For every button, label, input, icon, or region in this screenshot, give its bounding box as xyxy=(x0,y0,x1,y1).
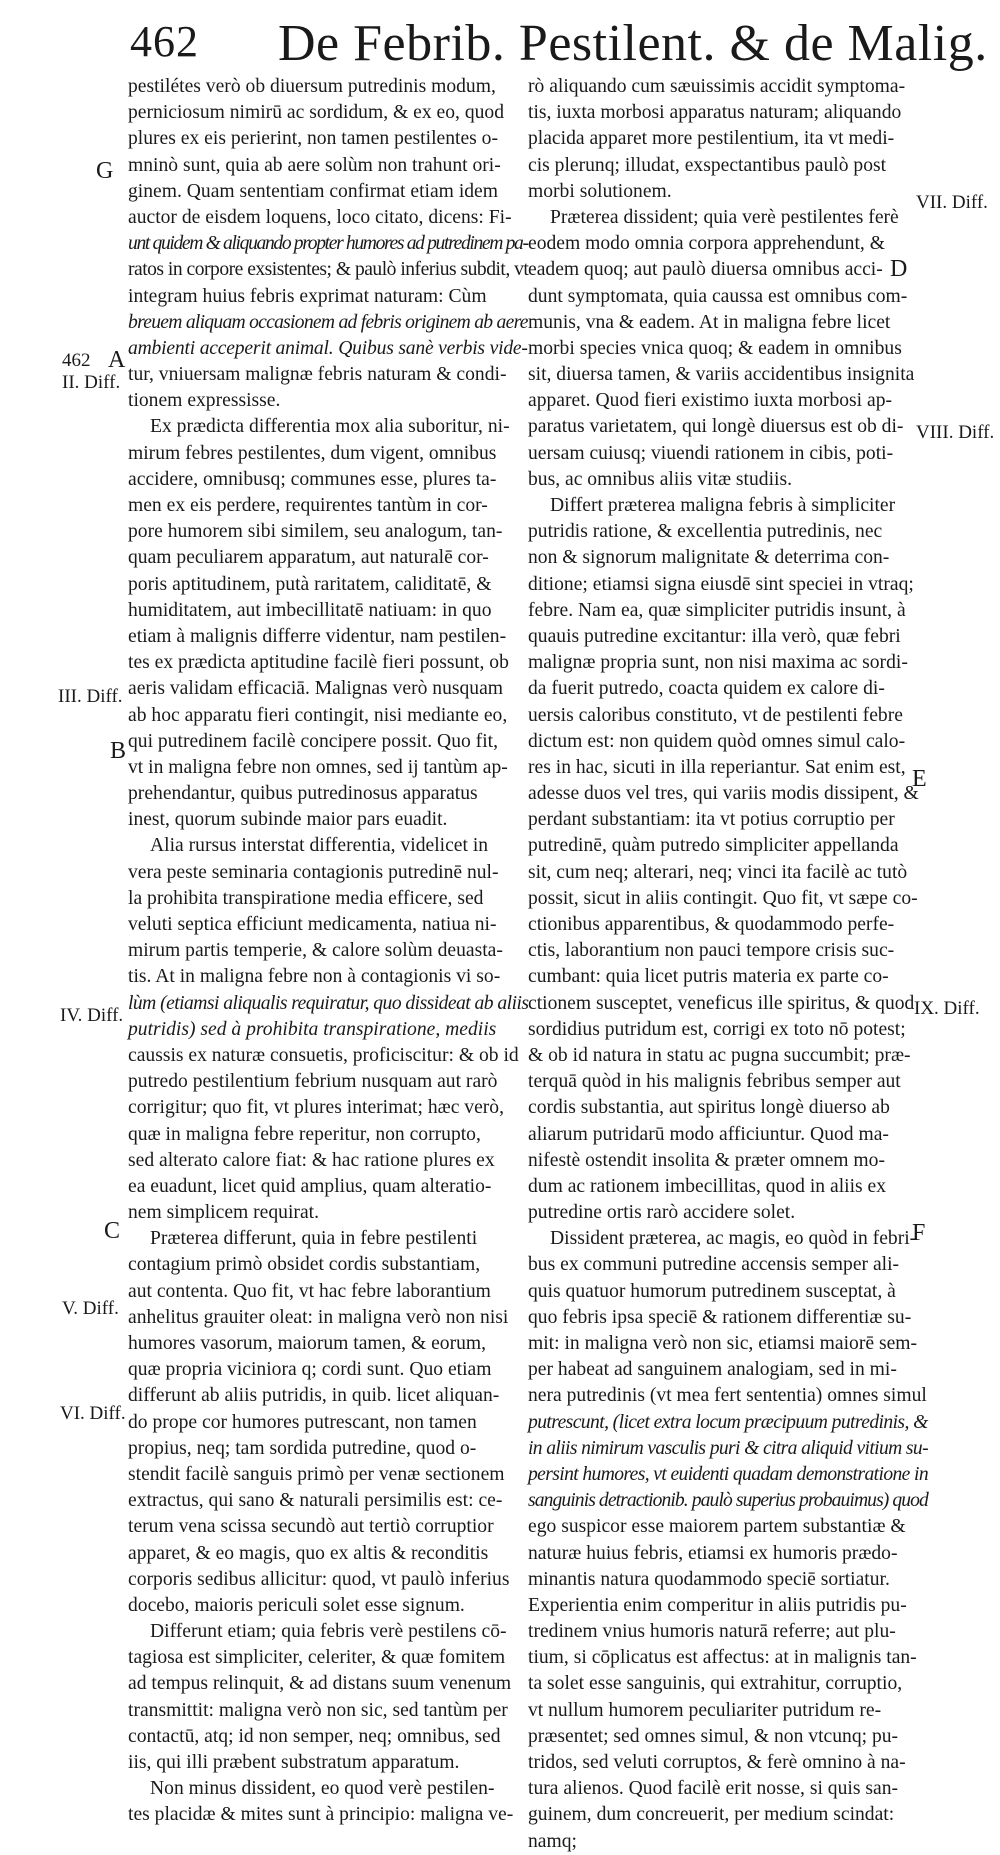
margin-diff-5: V. Diff. xyxy=(62,1298,119,1319)
text-line: mirum febres pestilentes, dum vigent, omnibus xyxy=(128,442,497,464)
text-line: apparet, & eo magis, quo ex altis & reconditis xyxy=(128,1542,489,1564)
text-line: possit, sicut in aliis contingit. Quo fit, vt sæpe co- xyxy=(528,887,918,909)
margin-letter-a: A xyxy=(108,347,126,373)
text-line: per habeat ad sanguinem analogiam, sed in mi- xyxy=(528,1359,897,1381)
text-line: putredinē, quàm putredo simpliciter appellanda xyxy=(528,835,899,857)
margin-letter-c: C xyxy=(104,1218,121,1244)
text-line: præsentet; sed omnes simul, & non vtcunq; pu- xyxy=(528,1725,899,1747)
text-line: unt quidem & aliquando propter humores ad putredinem pa- xyxy=(128,233,528,255)
text-line: cumbant: quia licet putris materia ex parte co- xyxy=(528,966,889,988)
text-line: iis, qui illi præbent substratum apparatum. xyxy=(128,1752,460,1773)
text-line: & ob id natura in statu ac pugna succumbit; præ- xyxy=(528,1044,911,1066)
text-line: veluti septica efficiunt medicamenta, natiua ni- xyxy=(128,914,497,935)
margin-letter-f: F xyxy=(912,1220,926,1246)
text-line: bus, ac omnibus aliis vitæ studiis. xyxy=(528,468,792,490)
text-line: mninò sunt, quia ab aere solùm non trahunt ori- xyxy=(128,154,501,176)
text-line: extractus, qui sano & naturali persimilis est: ce- xyxy=(128,1490,503,1512)
text-line: vera peste seminaria contagionis putredinē nul- xyxy=(128,861,499,883)
text-line: ctionibus apparentibus, & quodammodo perfe- xyxy=(528,914,895,935)
text-line: rò aliquando cum sæuissimis accidit symptoma- xyxy=(528,76,906,97)
text-line: Alia rursus interstat differentia, videlicet in xyxy=(150,835,489,857)
margin-note-462: 462 xyxy=(62,350,91,371)
text-line: corrigitur; quo fit, vt plures interimat; hæc verò, xyxy=(128,1097,505,1119)
text-line: contactū, atq; id non semper, neq; omnibus, sed xyxy=(128,1725,501,1747)
margin-letter-d: D xyxy=(890,256,908,282)
text-line: pestilétes verò ob diuersum putredinis modum, xyxy=(128,76,496,97)
text-line: aliarum putridarū modo afficiuntur. Quod ma- xyxy=(528,1123,889,1145)
text-line: dum ac rationem imbecillitas, quod in aliis ex xyxy=(528,1175,887,1197)
text-line: ego suspicor esse maiorem partem substantiæ & xyxy=(528,1516,906,1538)
text-line: terum vena scissa secundò aut tertiò corruptior xyxy=(128,1516,494,1538)
text-line: nem simplicem requirat. xyxy=(128,1202,319,1224)
text-line: tes ex prædicta aptitudine facilè fieri possunt, ob xyxy=(128,652,509,674)
right-text-column xyxy=(528,74,928,1855)
text-line: Differunt etiam; quia febris verè pestilens cō- xyxy=(150,1621,507,1643)
text-line: placida apparet more pestilentium, ita vt medi- xyxy=(528,128,895,150)
text-line: tagiosa est simpliciter, celeriter, & quæ fomitem xyxy=(128,1647,506,1669)
text-line: quam peculiarem apparatum, aut naturalē cor- xyxy=(128,547,489,569)
text-line: febre. Nam ea, quæ simpliciter putridis insunt, à xyxy=(528,599,906,621)
margin-diff-9: IX. Diff. xyxy=(914,998,980,1019)
margin-diff-6: VI. Diff. xyxy=(60,1403,126,1424)
text-line: transmittit: maligna verò non sic, sed tantùm per xyxy=(128,1699,508,1721)
text-line: ad tempus relinquit, & ad distans suum venenum xyxy=(128,1673,512,1695)
text-line: aut contenta. Quo fit, vt hac febre laborantium xyxy=(128,1280,491,1302)
text-line: auctor de eisdem loquens, loco citato, dicens: Fi- xyxy=(128,206,512,228)
text-line: propius, neq; tam sordida putredine, quod o- xyxy=(128,1437,477,1459)
margin-diff-3: III. Diff. xyxy=(58,686,123,707)
text-line: ea euadunt, licet quid amplius, quam alteratio- xyxy=(128,1175,492,1197)
text-line: anhelitus grauiter oleat: in maligna verò non nisi xyxy=(128,1306,509,1328)
text-line: quæ propria viciniora q; cordi sunt. Quo etiam xyxy=(128,1359,492,1381)
text-line: dunt symptomata, quia caussa est omnibus com- xyxy=(528,285,908,307)
text-line: prehendantur, quibus putredinosus apparatus xyxy=(128,783,478,805)
text-line: sit, cum neq; alterari, neq; vinci ita facilè ac tutò xyxy=(528,861,908,883)
text-line: namq; xyxy=(528,1830,577,1852)
text-line: ditione; etiamsi signa eiusdē sint speciei in vtraq; xyxy=(528,573,914,595)
text-line: perniciosum nimirū ac sordidum, & ex eo, quod xyxy=(128,102,505,124)
text-line: cis plerunq; illudat, exspectantibus paulò post xyxy=(528,154,887,176)
text-line: in aliis nimirum vasculis puri & citra aliquid vitium su- xyxy=(528,1437,928,1459)
text-line: Ex prædicta differentia mox alia suboritur, ni- xyxy=(150,416,510,438)
text-line: differunt ab aliis putridis, in quib. licet aliquan- xyxy=(128,1385,500,1407)
text-line: quis quatuor humorum putredinem susceptat, à xyxy=(528,1280,896,1302)
text-line: ctionem susceptet, veneficus ille spiritus, & quod xyxy=(528,992,915,1014)
text-line: ratos in corpore exsistentes; & paulò inferius subdit, vt xyxy=(128,259,529,281)
text-line: tridos, sed veluti corruptos, & ferè omnino à na- xyxy=(528,1752,906,1773)
text-line: tionem expressisse. xyxy=(128,390,281,412)
text-line: uersis caloribus constituto, vt de pestilenti febre xyxy=(528,704,903,726)
text-line: nera putredinis (vt mea fert sententia) omnes simul xyxy=(528,1385,927,1407)
text-line: sit, diuersa tamen, & variis accidentibus insignita xyxy=(528,364,915,386)
text-line: ambienti acceperit animal. Quibus sanè verbis vide- xyxy=(128,337,528,359)
text-line: humores vasorum, maiorum tamen, & eorum, xyxy=(128,1333,487,1354)
text-line: contagium primò obsidet cordis substantiam, xyxy=(128,1254,481,1276)
margin-letter-e: E xyxy=(912,766,927,792)
text-line: Præterea dissident; quia verè pestilentes ferè xyxy=(550,206,899,228)
text-line: sordidius putridum est, corrigi ex toto nō potest; xyxy=(528,1018,906,1040)
text-line: caussis ex naturæ consuetis, proficiscitur: & ob id xyxy=(128,1044,519,1066)
text-line: Differt præterea maligna febris à simpliciter xyxy=(550,495,896,516)
text-line: breuem aliquam occasionem ad febris originem ab aere xyxy=(128,311,528,333)
text-line: morbi solutionem. xyxy=(528,180,672,202)
text-line: ab hoc apparatu fieri contingit, nisi mediante eo, xyxy=(128,704,508,726)
text-line: inest, quorum subinde maior pars euadit. xyxy=(128,809,448,831)
text-line: nifestè ostendit insolita & præter omnem mo- xyxy=(528,1149,885,1171)
text-line: mit: in maligna verò non sic, etiamsi maiorē sem- xyxy=(528,1333,918,1354)
text-line: accidere, omnibusq; communes esse, plures ta- xyxy=(128,468,497,490)
text-line: putrescunt, (licet extra locum præcipuum putredinis, & xyxy=(528,1411,928,1433)
text-line: perdant substantiam: ita vt potius corruptio per xyxy=(528,809,895,831)
text-line: corporis sedibus allicitur: quod, vt paulò inferius xyxy=(128,1568,510,1590)
text-line: morbi species vnica quoq; & eadem in omnibus xyxy=(528,337,902,359)
text-line: quauis putredine excitantur: illa verò, quæ febri xyxy=(528,625,901,647)
text-line: vt nullum humorem peculiariter putridum re- xyxy=(528,1699,882,1721)
text-line: humiditatem, aut imbecillitatē natiuam: in quo xyxy=(128,599,492,621)
text-line: putredo pestilentium febrium nusquam aut rarò xyxy=(128,1071,498,1093)
text-line: terquā quòd in his malignis febribus semper aut xyxy=(528,1071,901,1093)
text-line: Dissident præterea, ac magis, eo quòd in febri- xyxy=(550,1228,917,1250)
text-line: persint humores, vt euidenti quadam demonstratione in xyxy=(528,1463,929,1485)
text-line: apparet. Quod fieri existimo iuxta morbosi ap- xyxy=(528,390,893,412)
text-line: dictum est: non quidem quòd omnes simul calo- xyxy=(528,730,906,752)
text-line: Experientia enim comperitur in aliis putridis pu- xyxy=(528,1594,907,1616)
margin-diff-8: VIII. Diff. xyxy=(916,422,995,443)
text-line: quo febris ipsa speciē & rationem differentiæ su- xyxy=(528,1306,912,1328)
text-line: res in hac, sicuti in illa reperiantur. Sat enim est, xyxy=(528,756,906,778)
text-line: tis. At in maligna febre non à contagionis vi so- xyxy=(128,966,501,988)
margin-diff-2: II. Diff. xyxy=(62,372,121,393)
text-line: Non minus dissident, eo quod verè pestilen- xyxy=(150,1778,495,1800)
text-line: putridis) sed à prohibita transpiratione, mediis xyxy=(128,1018,497,1040)
text-line: lùm (etiamsi aliqualis requiratur, quo dissideat ab aliis xyxy=(128,992,529,1014)
margin-diff-7: VII. Diff. xyxy=(916,192,988,213)
left-text-column xyxy=(128,74,528,1829)
text-line: paratus varietatem, qui longè diuersus est ob di- xyxy=(528,416,904,438)
text-line: aeris validam efficaciā. Malignas verò nusquam xyxy=(128,678,504,700)
text-line: la prohibita transpiratione media efficere, sed xyxy=(128,887,484,909)
running-title: De Febrib. Pestilent. & de Malig. xyxy=(278,15,988,72)
text-line: tis, iuxta morbosi apparatus naturam; aliquando xyxy=(528,102,902,124)
text-line: quæ in maligna febre reperitur, non corrupto, xyxy=(128,1123,481,1145)
text-line: bus ex communi putredine accensis semper ali- xyxy=(528,1254,900,1276)
text-line: sanguinis detractionib. paulò superius probauimus) quod xyxy=(528,1490,928,1512)
text-line: tredinem vnius humoris naturā referre; aut plu- xyxy=(528,1621,896,1643)
text-line: Præterea differunt, quia in febre pestilenti xyxy=(150,1228,478,1250)
text-line: eadem quoq; aut paulò diuersa omnibus acci- xyxy=(528,259,883,281)
text-line: integram huius febris exprimat naturam: Cùm xyxy=(128,285,487,307)
text-line: putredine ortis rarò accidere solet. xyxy=(528,1202,796,1224)
text-line: stendit facilè sanguis primò per venæ sectionem xyxy=(128,1463,505,1485)
text-line: tes placidæ & mites sunt à principio: maligna ve- xyxy=(128,1804,514,1826)
text-line: poris aptitudinem, putà raritatem, caliditatē, & xyxy=(128,573,492,595)
text-line: tur, vniuersam malignæ febris naturam & condi- xyxy=(128,364,507,386)
text-line: ginem. Quam sententiam confirmat etiam idem xyxy=(128,180,498,202)
text-line: men ex eis perdere, requirentes tantùm in cor- xyxy=(128,495,488,516)
text-line: adesse duos vel tres, qui variis modis dissipent, & xyxy=(528,783,919,805)
text-line: ctis, laborantium non pauci tempore crisis suc- xyxy=(528,940,895,962)
text-line: uersam cuiusq; viuendi rationem in cibis, poti- xyxy=(528,442,894,464)
margin-letter-g: G xyxy=(96,158,114,184)
text-line: non & signorum malignitate & deterrima con- xyxy=(528,547,890,569)
text-line: vt in maligna febre non omnes, sed ij tantùm ap- xyxy=(128,756,508,778)
text-line: etiam à malignis differre videntur, nam pestilen- xyxy=(128,625,507,647)
text-line: naturæ huius febris, etiamsi ex humoris prædo- xyxy=(528,1542,898,1564)
text-line: da fuerit putredo, coacta quidem ex calore di- xyxy=(528,678,885,700)
text-line: malignæ propria sunt, non nisi maxima ac sordi- xyxy=(528,652,908,674)
page-number: 462 xyxy=(130,17,199,66)
text-line: munis, vna & eadem. At in maligna febre licet xyxy=(528,311,891,333)
text-line: guinem, dum concreuerit, per medium scindat: xyxy=(528,1804,895,1826)
text-line: cordis substantia, aut spiritus longè diuerso ab xyxy=(528,1097,890,1119)
text-line: mirum partis temperie, & calore solùm deuasta- xyxy=(128,940,503,962)
margin-diff-4: IV. Diff. xyxy=(60,1005,124,1026)
text-line: sed alterato calore fiat: & hac ratione plures ex xyxy=(128,1149,495,1171)
text-line: plures ex eis perierint, non tamen pestilentes o- xyxy=(128,128,498,150)
text-line: qui putredinem facilè concipere possit. Quo fit, xyxy=(128,730,498,752)
text-line: tium, si cōplicatus est affectus: at in malignis tan- xyxy=(528,1647,917,1669)
text-line: putridis ratione, & excellentia putredinis, nec xyxy=(528,521,883,543)
text-line: do prope cor humores putrescant, non tamen xyxy=(128,1411,477,1433)
margin-letter-b: B xyxy=(110,738,127,764)
text-line: minantis natura quodammodo speciē sortiatur. xyxy=(528,1568,890,1590)
text-line: tura alienos. Quod facilè erit nosse, si quis san- xyxy=(528,1778,899,1800)
text-line: pore humorem sibi similem, seu analogum, tan- xyxy=(128,521,503,543)
text-line: ta solet esse sanguinis, qui extrahitur, corruptio, xyxy=(528,1673,903,1695)
text-line: docebo, maioris periculi solet esse signum. xyxy=(128,1594,465,1616)
text-line: eodem modo omnia corpora apprehendunt, & xyxy=(528,233,885,255)
